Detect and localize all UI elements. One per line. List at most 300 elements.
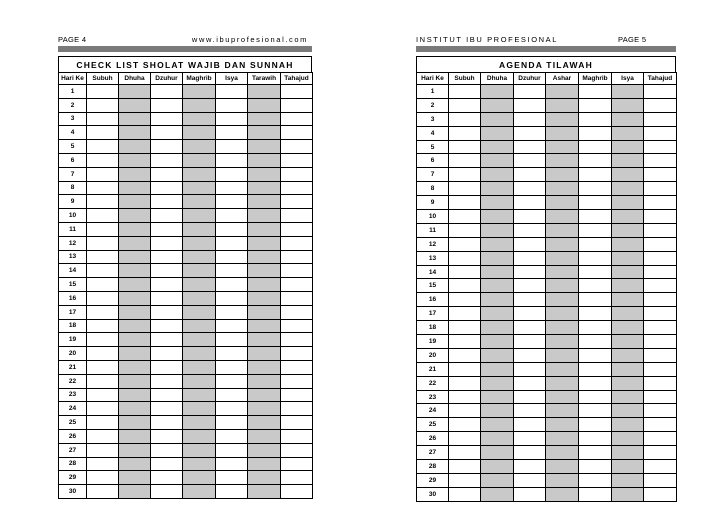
check-cell[interactable] <box>183 457 216 471</box>
check-cell[interactable] <box>514 432 546 446</box>
check-cell[interactable] <box>87 209 119 223</box>
check-cell[interactable] <box>281 471 313 485</box>
check-cell[interactable] <box>281 278 313 292</box>
check-cell[interactable] <box>281 140 313 154</box>
check-cell[interactable] <box>579 293 612 307</box>
check-cell[interactable] <box>546 126 579 140</box>
check-cell[interactable] <box>514 473 546 487</box>
check-cell[interactable] <box>612 98 644 112</box>
check-cell[interactable] <box>119 485 151 499</box>
check-cell[interactable] <box>119 209 151 223</box>
check-cell[interactable] <box>87 485 119 499</box>
check-cell[interactable] <box>612 376 644 390</box>
check-cell[interactable] <box>87 140 119 154</box>
check-cell[interactable] <box>546 390 579 404</box>
check-cell[interactable] <box>514 237 546 251</box>
check-cell[interactable] <box>87 153 119 167</box>
check-cell[interactable] <box>151 291 183 305</box>
check-cell[interactable] <box>579 335 612 349</box>
check-cell[interactable] <box>183 333 216 347</box>
check-cell[interactable] <box>514 126 546 140</box>
check-cell[interactable] <box>546 251 579 265</box>
check-cell[interactable] <box>183 471 216 485</box>
check-cell[interactable] <box>281 374 313 388</box>
check-cell[interactable] <box>449 237 481 251</box>
check-cell[interactable] <box>151 347 183 361</box>
check-cell[interactable] <box>579 223 612 237</box>
check-cell[interactable] <box>579 210 612 224</box>
check-cell[interactable] <box>248 319 281 333</box>
check-cell[interactable] <box>87 112 119 126</box>
check-cell[interactable] <box>183 181 216 195</box>
check-cell[interactable] <box>87 126 119 140</box>
check-cell[interactable] <box>248 429 281 443</box>
check-cell[interactable] <box>546 168 579 182</box>
check-cell[interactable] <box>579 279 612 293</box>
check-cell[interactable] <box>481 182 514 196</box>
check-cell[interactable] <box>481 307 514 321</box>
check-cell[interactable] <box>546 321 579 335</box>
check-cell[interactable] <box>449 112 481 126</box>
check-cell[interactable] <box>281 153 313 167</box>
check-cell[interactable] <box>151 167 183 181</box>
check-cell[interactable] <box>119 126 151 140</box>
check-cell[interactable] <box>644 335 677 349</box>
check-cell[interactable] <box>481 432 514 446</box>
check-cell[interactable] <box>579 473 612 487</box>
check-cell[interactable] <box>481 293 514 307</box>
check-cell[interactable] <box>248 85 281 99</box>
check-cell[interactable] <box>546 85 579 99</box>
check-cell[interactable] <box>644 487 677 501</box>
check-cell[interactable] <box>119 153 151 167</box>
check-cell[interactable] <box>281 388 313 402</box>
check-cell[interactable] <box>281 402 313 416</box>
check-cell[interactable] <box>514 335 546 349</box>
check-cell[interactable] <box>119 388 151 402</box>
check-cell[interactable] <box>151 402 183 416</box>
check-cell[interactable] <box>449 251 481 265</box>
check-cell[interactable] <box>183 402 216 416</box>
check-cell[interactable] <box>151 222 183 236</box>
check-cell[interactable] <box>119 250 151 264</box>
check-cell[interactable] <box>514 390 546 404</box>
check-cell[interactable] <box>546 196 579 210</box>
check-cell[interactable] <box>183 153 216 167</box>
check-cell[interactable] <box>449 210 481 224</box>
check-cell[interactable] <box>449 140 481 154</box>
check-cell[interactable] <box>449 460 481 474</box>
check-cell[interactable] <box>546 335 579 349</box>
check-cell[interactable] <box>481 265 514 279</box>
check-cell[interactable] <box>579 98 612 112</box>
check-cell[interactable] <box>644 168 677 182</box>
check-cell[interactable] <box>248 112 281 126</box>
check-cell[interactable] <box>579 376 612 390</box>
check-cell[interactable] <box>281 195 313 209</box>
check-cell[interactable] <box>87 319 119 333</box>
check-cell[interactable] <box>87 360 119 374</box>
check-cell[interactable] <box>449 473 481 487</box>
check-cell[interactable] <box>183 388 216 402</box>
check-cell[interactable] <box>579 126 612 140</box>
check-cell[interactable] <box>248 416 281 430</box>
check-cell[interactable] <box>481 112 514 126</box>
check-cell[interactable] <box>644 418 677 432</box>
check-cell[interactable] <box>546 348 579 362</box>
check-cell[interactable] <box>119 443 151 457</box>
check-cell[interactable] <box>119 360 151 374</box>
check-cell[interactable] <box>281 347 313 361</box>
check-cell[interactable] <box>281 236 313 250</box>
check-cell[interactable] <box>612 348 644 362</box>
check-cell[interactable] <box>644 376 677 390</box>
check-cell[interactable] <box>449 196 481 210</box>
check-cell[interactable] <box>481 223 514 237</box>
check-cell[interactable] <box>183 126 216 140</box>
check-cell[interactable] <box>612 460 644 474</box>
check-cell[interactable] <box>514 154 546 168</box>
check-cell[interactable] <box>216 236 248 250</box>
check-cell[interactable] <box>87 457 119 471</box>
check-cell[interactable] <box>449 265 481 279</box>
check-cell[interactable] <box>514 362 546 376</box>
check-cell[interactable] <box>644 98 677 112</box>
check-cell[interactable] <box>248 333 281 347</box>
check-cell[interactable] <box>216 319 248 333</box>
check-cell[interactable] <box>119 319 151 333</box>
check-cell[interactable] <box>119 85 151 99</box>
check-cell[interactable] <box>579 487 612 501</box>
check-cell[interactable] <box>248 209 281 223</box>
check-cell[interactable] <box>248 236 281 250</box>
check-cell[interactable] <box>481 168 514 182</box>
check-cell[interactable] <box>514 487 546 501</box>
check-cell[interactable] <box>248 98 281 112</box>
check-cell[interactable] <box>644 362 677 376</box>
check-cell[interactable] <box>151 457 183 471</box>
check-cell[interactable] <box>281 457 313 471</box>
check-cell[interactable] <box>87 181 119 195</box>
check-cell[interactable] <box>248 360 281 374</box>
check-cell[interactable] <box>481 376 514 390</box>
check-cell[interactable] <box>644 265 677 279</box>
check-cell[interactable] <box>449 279 481 293</box>
check-cell[interactable] <box>612 154 644 168</box>
check-cell[interactable] <box>183 443 216 457</box>
check-cell[interactable] <box>514 404 546 418</box>
check-cell[interactable] <box>612 85 644 99</box>
check-cell[interactable] <box>248 457 281 471</box>
check-cell[interactable] <box>248 250 281 264</box>
check-cell[interactable] <box>281 126 313 140</box>
check-cell[interactable] <box>151 360 183 374</box>
check-cell[interactable] <box>119 112 151 126</box>
check-cell[interactable] <box>216 305 248 319</box>
check-cell[interactable] <box>481 404 514 418</box>
check-cell[interactable] <box>579 85 612 99</box>
check-cell[interactable] <box>546 98 579 112</box>
check-cell[interactable] <box>546 404 579 418</box>
check-cell[interactable] <box>216 429 248 443</box>
check-cell[interactable] <box>87 347 119 361</box>
check-cell[interactable] <box>514 196 546 210</box>
check-cell[interactable] <box>449 168 481 182</box>
check-cell[interactable] <box>281 360 313 374</box>
check-cell[interactable] <box>216 85 248 99</box>
check-cell[interactable] <box>449 182 481 196</box>
check-cell[interactable] <box>449 362 481 376</box>
check-cell[interactable] <box>449 85 481 99</box>
check-cell[interactable] <box>151 264 183 278</box>
check-cell[interactable] <box>119 195 151 209</box>
check-cell[interactable] <box>119 278 151 292</box>
check-cell[interactable] <box>119 471 151 485</box>
check-cell[interactable] <box>612 473 644 487</box>
check-cell[interactable] <box>216 443 248 457</box>
check-cell[interactable] <box>579 348 612 362</box>
check-cell[interactable] <box>514 182 546 196</box>
check-cell[interactable] <box>546 293 579 307</box>
check-cell[interactable] <box>644 196 677 210</box>
check-cell[interactable] <box>87 291 119 305</box>
check-cell[interactable] <box>546 154 579 168</box>
check-cell[interactable] <box>481 362 514 376</box>
check-cell[interactable] <box>449 487 481 501</box>
check-cell[interactable] <box>612 265 644 279</box>
check-cell[interactable] <box>248 347 281 361</box>
check-cell[interactable] <box>546 487 579 501</box>
check-cell[interactable] <box>216 222 248 236</box>
check-cell[interactable] <box>281 98 313 112</box>
check-cell[interactable] <box>612 237 644 251</box>
check-cell[interactable] <box>248 222 281 236</box>
check-cell[interactable] <box>87 222 119 236</box>
check-cell[interactable] <box>281 112 313 126</box>
check-cell[interactable] <box>248 485 281 499</box>
check-cell[interactable] <box>579 446 612 460</box>
check-cell[interactable] <box>579 460 612 474</box>
check-cell[interactable] <box>644 140 677 154</box>
check-cell[interactable] <box>612 223 644 237</box>
check-cell[interactable] <box>183 195 216 209</box>
check-cell[interactable] <box>248 126 281 140</box>
check-cell[interactable] <box>644 210 677 224</box>
check-cell[interactable] <box>216 195 248 209</box>
check-cell[interactable] <box>481 473 514 487</box>
check-cell[interactable] <box>612 126 644 140</box>
check-cell[interactable] <box>281 291 313 305</box>
check-cell[interactable] <box>449 335 481 349</box>
check-cell[interactable] <box>281 443 313 457</box>
check-cell[interactable] <box>151 98 183 112</box>
check-cell[interactable] <box>183 264 216 278</box>
check-cell[interactable] <box>119 457 151 471</box>
check-cell[interactable] <box>151 278 183 292</box>
check-cell[interactable] <box>87 167 119 181</box>
check-cell[interactable] <box>579 196 612 210</box>
check-cell[interactable] <box>151 443 183 457</box>
check-cell[interactable] <box>248 181 281 195</box>
check-cell[interactable] <box>612 168 644 182</box>
check-cell[interactable] <box>87 250 119 264</box>
check-cell[interactable] <box>216 112 248 126</box>
check-cell[interactable] <box>151 195 183 209</box>
check-cell[interactable] <box>87 402 119 416</box>
check-cell[interactable] <box>151 85 183 99</box>
check-cell[interactable] <box>119 167 151 181</box>
check-cell[interactable] <box>281 209 313 223</box>
check-cell[interactable] <box>644 182 677 196</box>
check-cell[interactable] <box>151 181 183 195</box>
check-cell[interactable] <box>216 485 248 499</box>
check-cell[interactable] <box>281 264 313 278</box>
check-cell[interactable] <box>216 388 248 402</box>
check-cell[interactable] <box>248 402 281 416</box>
check-cell[interactable] <box>87 264 119 278</box>
check-cell[interactable] <box>183 485 216 499</box>
check-cell[interactable] <box>612 210 644 224</box>
check-cell[interactable] <box>87 85 119 99</box>
check-cell[interactable] <box>546 418 579 432</box>
check-cell[interactable] <box>579 112 612 126</box>
check-cell[interactable] <box>481 335 514 349</box>
check-cell[interactable] <box>281 181 313 195</box>
check-cell[interactable] <box>248 195 281 209</box>
check-cell[interactable] <box>449 321 481 335</box>
check-cell[interactable] <box>151 112 183 126</box>
check-cell[interactable] <box>546 432 579 446</box>
check-cell[interactable] <box>248 278 281 292</box>
check-cell[interactable] <box>119 264 151 278</box>
check-cell[interactable] <box>281 250 313 264</box>
check-cell[interactable] <box>216 126 248 140</box>
check-cell[interactable] <box>514 168 546 182</box>
check-cell[interactable] <box>87 278 119 292</box>
check-cell[interactable] <box>119 402 151 416</box>
check-cell[interactable] <box>546 182 579 196</box>
check-cell[interactable] <box>546 307 579 321</box>
check-cell[interactable] <box>151 485 183 499</box>
check-cell[interactable] <box>481 210 514 224</box>
check-cell[interactable] <box>514 210 546 224</box>
check-cell[interactable] <box>216 140 248 154</box>
check-cell[interactable] <box>514 140 546 154</box>
check-cell[interactable] <box>612 362 644 376</box>
check-cell[interactable] <box>183 347 216 361</box>
check-cell[interactable] <box>87 374 119 388</box>
check-cell[interactable] <box>644 154 677 168</box>
check-cell[interactable] <box>151 429 183 443</box>
check-cell[interactable] <box>644 251 677 265</box>
check-cell[interactable] <box>481 418 514 432</box>
check-cell[interactable] <box>248 388 281 402</box>
check-cell[interactable] <box>216 181 248 195</box>
check-cell[interactable] <box>151 140 183 154</box>
check-cell[interactable] <box>216 333 248 347</box>
check-cell[interactable] <box>449 293 481 307</box>
check-cell[interactable] <box>183 250 216 264</box>
check-cell[interactable] <box>644 390 677 404</box>
check-cell[interactable] <box>183 319 216 333</box>
check-cell[interactable] <box>151 333 183 347</box>
check-cell[interactable] <box>216 457 248 471</box>
check-cell[interactable] <box>546 460 579 474</box>
check-cell[interactable] <box>281 222 313 236</box>
check-cell[interactable] <box>151 374 183 388</box>
check-cell[interactable] <box>644 348 677 362</box>
check-cell[interactable] <box>183 167 216 181</box>
check-cell[interactable] <box>546 112 579 126</box>
check-cell[interactable] <box>644 85 677 99</box>
check-cell[interactable] <box>449 154 481 168</box>
check-cell[interactable] <box>612 390 644 404</box>
check-cell[interactable] <box>579 362 612 376</box>
check-cell[interactable] <box>481 196 514 210</box>
check-cell[interactable] <box>119 236 151 250</box>
check-cell[interactable] <box>183 416 216 430</box>
check-cell[interactable] <box>579 140 612 154</box>
check-cell[interactable] <box>151 319 183 333</box>
check-cell[interactable] <box>644 126 677 140</box>
check-cell[interactable] <box>151 416 183 430</box>
check-cell[interactable] <box>644 293 677 307</box>
check-cell[interactable] <box>216 471 248 485</box>
check-cell[interactable] <box>248 443 281 457</box>
check-cell[interactable] <box>612 279 644 293</box>
check-cell[interactable] <box>248 140 281 154</box>
check-cell[interactable] <box>644 473 677 487</box>
check-cell[interactable] <box>612 307 644 321</box>
check-cell[interactable] <box>216 98 248 112</box>
check-cell[interactable] <box>546 237 579 251</box>
check-cell[interactable] <box>546 279 579 293</box>
check-cell[interactable] <box>481 237 514 251</box>
check-cell[interactable] <box>248 153 281 167</box>
check-cell[interactable] <box>579 307 612 321</box>
check-cell[interactable] <box>481 251 514 265</box>
check-cell[interactable] <box>281 85 313 99</box>
check-cell[interactable] <box>216 347 248 361</box>
check-cell[interactable] <box>514 85 546 99</box>
check-cell[interactable] <box>481 126 514 140</box>
check-cell[interactable] <box>248 471 281 485</box>
check-cell[interactable] <box>151 250 183 264</box>
check-cell[interactable] <box>546 376 579 390</box>
check-cell[interactable] <box>579 432 612 446</box>
check-cell[interactable] <box>481 390 514 404</box>
check-cell[interactable] <box>612 293 644 307</box>
check-cell[interactable] <box>119 291 151 305</box>
check-cell[interactable] <box>644 112 677 126</box>
check-cell[interactable] <box>514 265 546 279</box>
check-cell[interactable] <box>612 418 644 432</box>
check-cell[interactable] <box>612 335 644 349</box>
check-cell[interactable] <box>183 278 216 292</box>
check-cell[interactable] <box>281 305 313 319</box>
check-cell[interactable] <box>87 429 119 443</box>
check-cell[interactable] <box>514 321 546 335</box>
check-cell[interactable] <box>612 196 644 210</box>
check-cell[interactable] <box>579 154 612 168</box>
check-cell[interactable] <box>644 307 677 321</box>
check-cell[interactable] <box>514 460 546 474</box>
check-cell[interactable] <box>216 374 248 388</box>
check-cell[interactable] <box>546 362 579 376</box>
check-cell[interactable] <box>216 291 248 305</box>
check-cell[interactable] <box>514 307 546 321</box>
check-cell[interactable] <box>87 98 119 112</box>
